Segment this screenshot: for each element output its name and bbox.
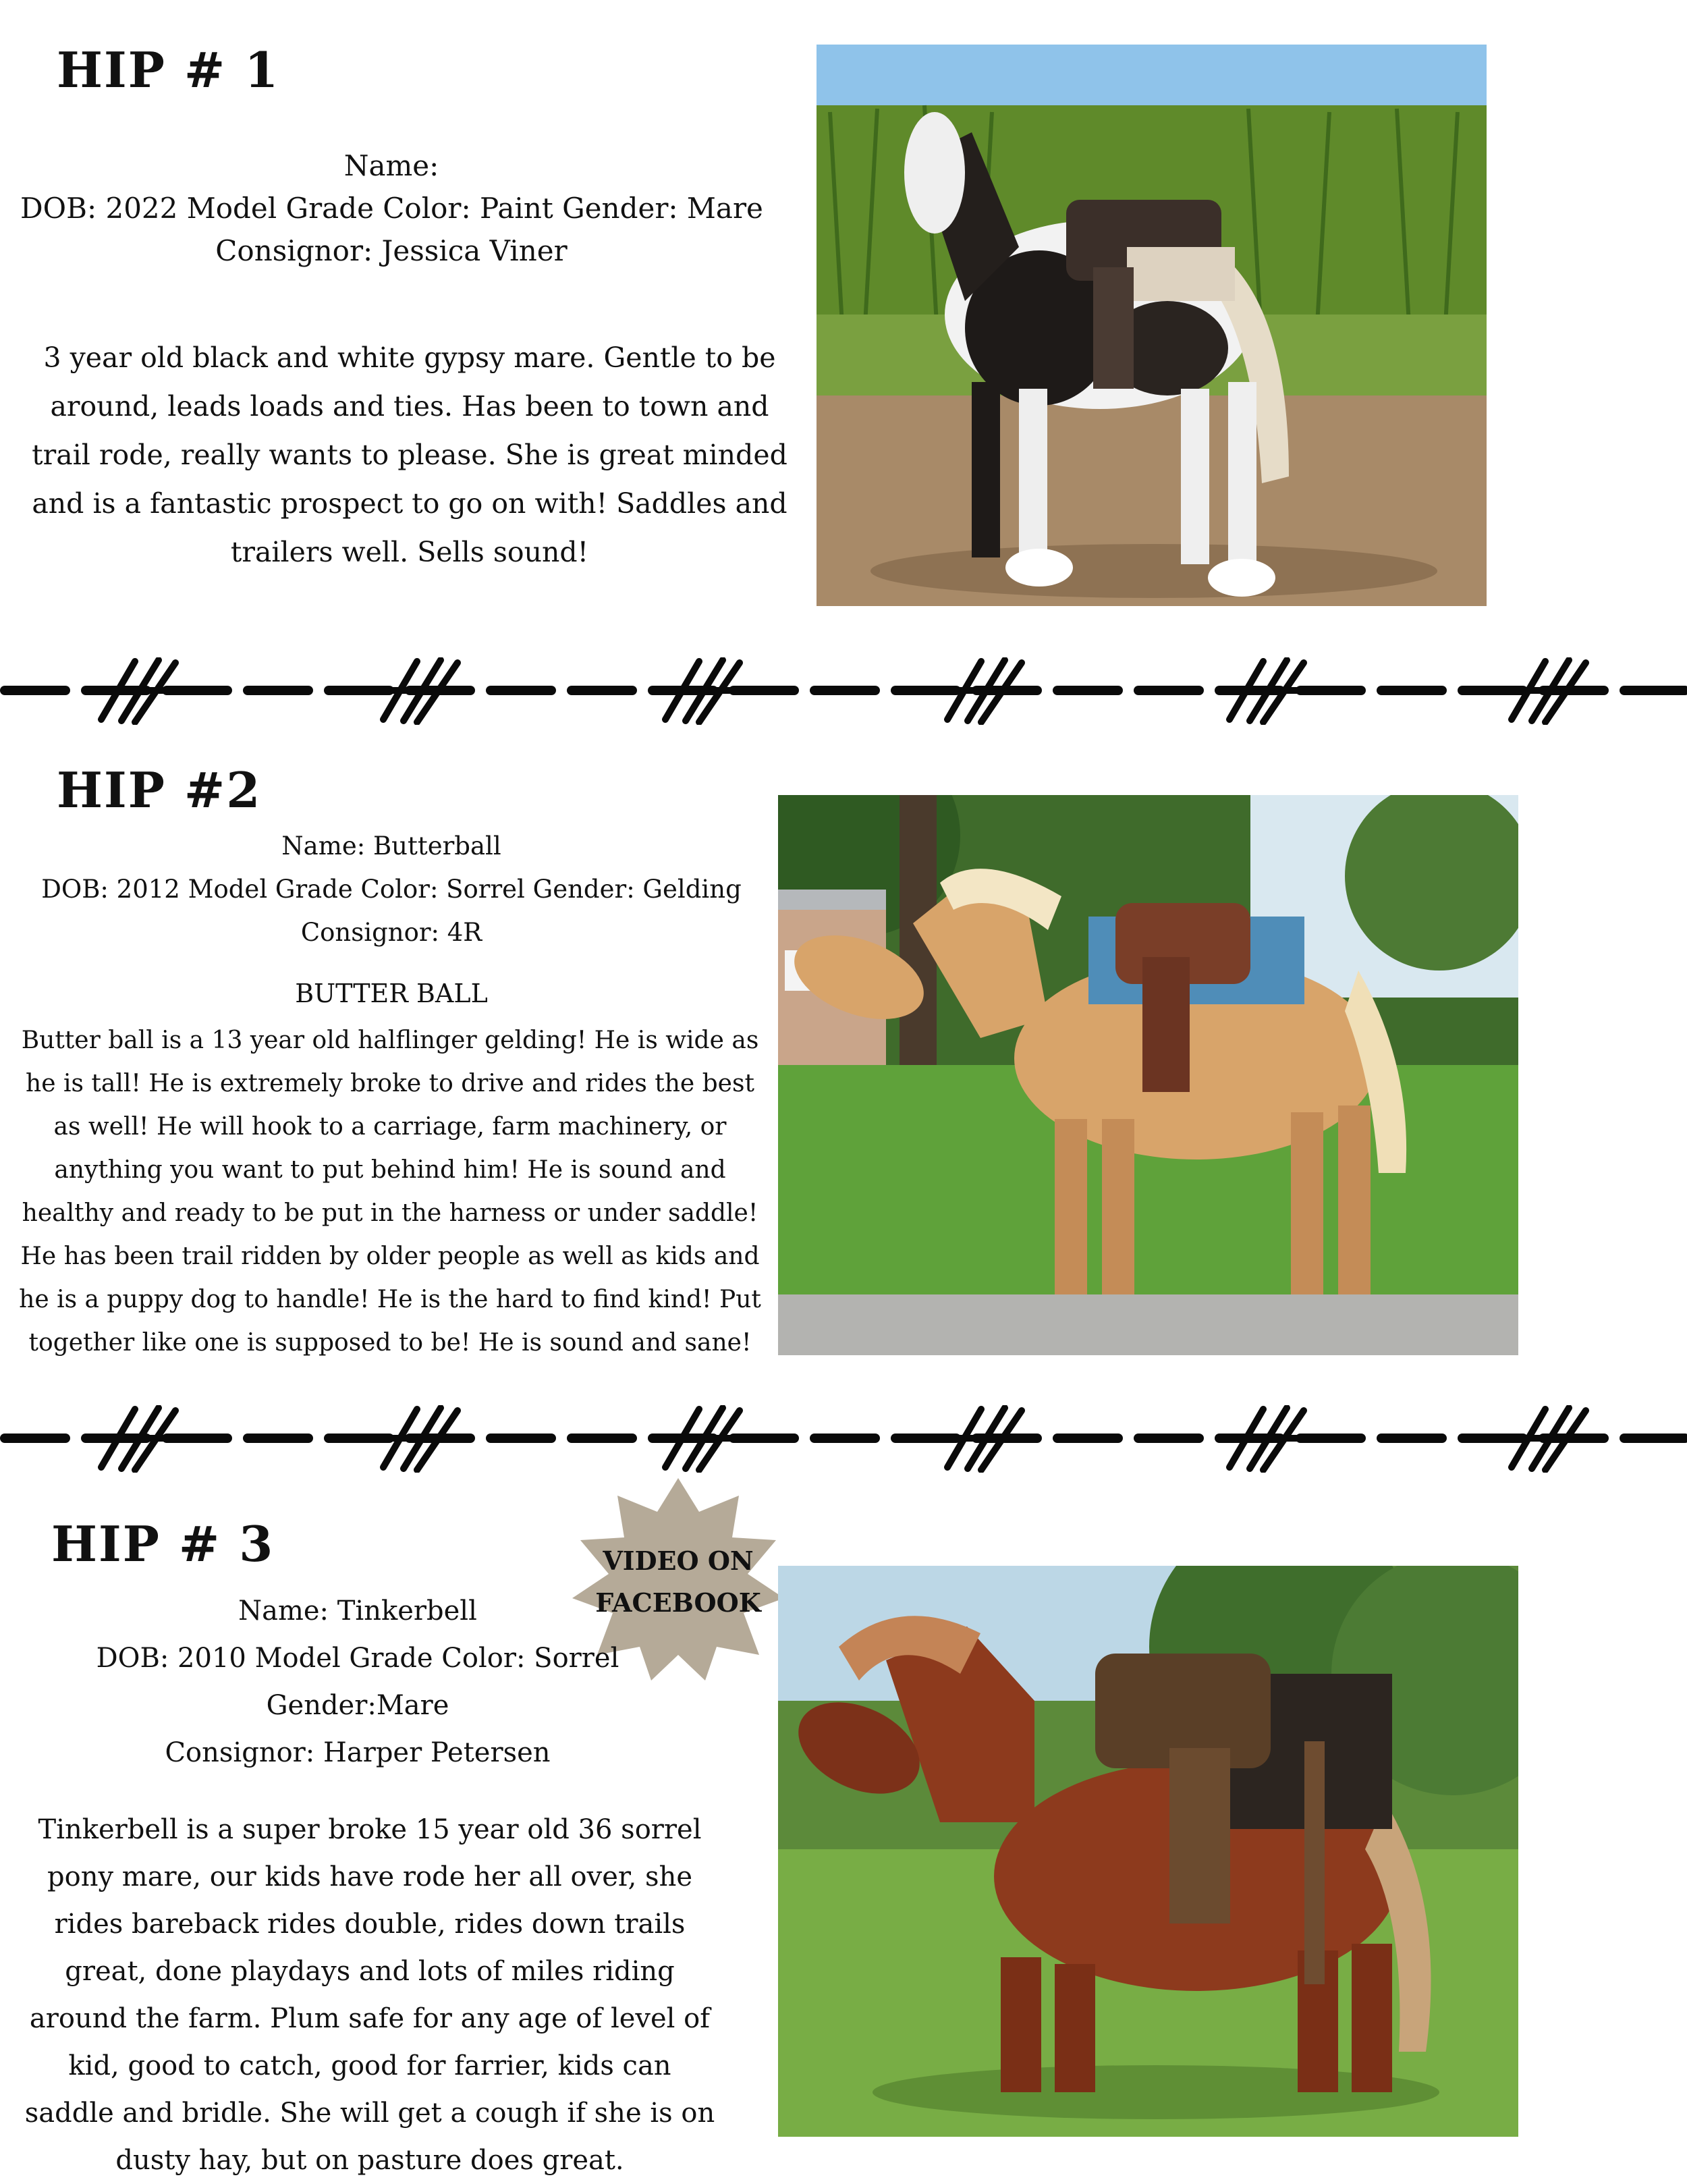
hip-2-title: HIP #2 [57,761,262,819]
hip-2-horse-photo [778,795,1518,1355]
hip-3-title: HIP # 3 [51,1515,275,1573]
hip-2-info [20,825,763,954]
badge-line-2: FACEBOOK [595,1587,761,1618]
hip-1-horse-photo [817,45,1487,606]
hip-3-consignor: Consignor: Harper Petersen [165,1737,551,1768]
hip-3-details: DOB: 2010 Model Grade Color: Sorrel [96,1643,619,1674]
hip-1-description: 3 year old black and white gypsy mare. Gentle to be around, leads loads and ties. Has been to town and trail rode, really wants to please. She is great minded and is a fantastic prospect to go on with! Saddles and trailers well. Sells sound! [32,342,787,568]
hip-2-description: Butter ball is a 13 year old halflinger gelding! He is wide as he is tall! He is extremely broke to drive and rides the best as well! He will hook to a carriage, farm machinery, or anything you want to put behind him! He is sound and healthy and ready to be put in the harness or under saddle! He has been trail ridden by older people as well as kids and he is a puppy dog to handle! He is the hard to find kind! Put together like one is supposed to be! He is sound and sane! [19,1027,761,1357]
hip-3-gender: Gender:Mare [266,1690,449,1721]
hip-2-consignor: Consignor: 4R [300,918,482,947]
hip-3-name: Name: Tinkerbell [238,1595,477,1627]
badge-line-1: VIDEO ON [603,1546,754,1576]
hip-1-consignor: Consignor: Jessica Viner [215,234,568,267]
hip-2-heading: BUTTER BALL [295,979,488,1008]
hip-1-title: HIP # 1 [57,41,280,99]
hip-3-horse-photo [778,1566,1518,2137]
hip-3-description: Tinkerbell is a super broke 15 year old 36 sorrel pony mare, our kids have rode her all over, she rides bareback rides double, rides down trails great, done playdays and lots of miles riding around the farm. Plum safe for any age of level of kid, good to catch, good for farrier, kids can saddle and bridle. She will get a cough if she is on dusty hay, but on pasture does great. [24,1814,715,2176]
hip-2-name: Name: Butterball [281,831,501,861]
hip-1-details: DOB: 2022 Model Grade Color: Paint Gender: Mare [20,192,763,225]
hip-2-details: DOB: 2012 Model Grade Color: Sorrel Gender: Gelding [41,875,742,904]
barbed-wire-divider-2 [0,1405,1687,1473]
hip-1-info [20,144,763,272]
hip-1-name: Name: [343,149,439,182]
barbed-wire-divider-1 [0,657,1687,725]
hip-3-info [20,1587,695,1776]
